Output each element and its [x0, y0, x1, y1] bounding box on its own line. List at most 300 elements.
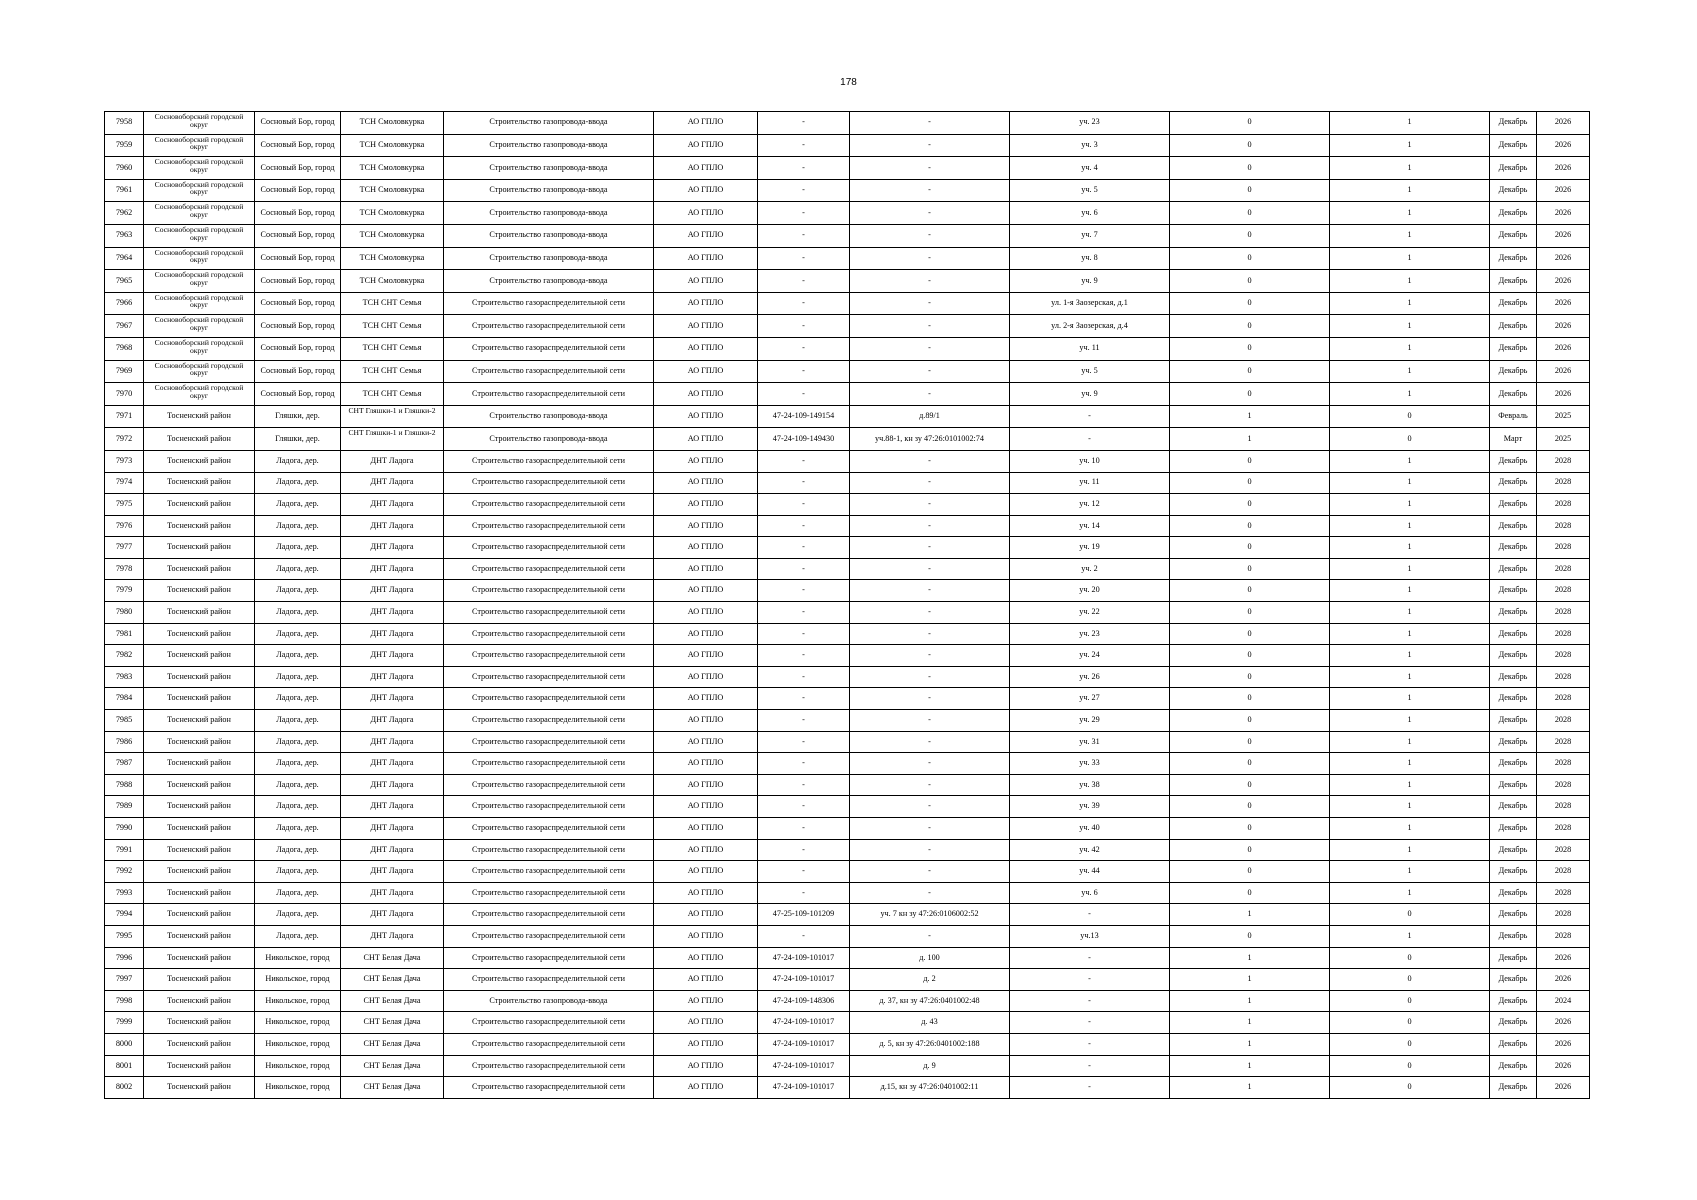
- month-cell: Декабрь: [1490, 882, 1537, 904]
- address-cell: уч. 12: [1010, 494, 1170, 516]
- table-row: [105, 405, 1590, 428]
- settlement-cell: Ладога, дер.: [255, 450, 341, 472]
- partnership-cell: ДНТ Ладога: [341, 774, 444, 796]
- month-cell: Декабрь: [1490, 112, 1537, 135]
- row-number-cell: 7976: [105, 515, 144, 537]
- settlement-cell: Ладога, дер.: [255, 623, 341, 645]
- plot-cadastral-cell: д. 100: [850, 947, 1010, 969]
- application-number-cell: -: [758, 688, 850, 710]
- count-b-cell: 1: [1330, 839, 1490, 861]
- table-row: [105, 450, 1590, 472]
- partnership-cell: ДНТ Ладога: [341, 623, 444, 645]
- count-a-cell: 0: [1170, 688, 1330, 710]
- operator-cell: АО ГПЛО: [654, 428, 758, 451]
- settlement-cell: Гляшки, дер.: [255, 405, 341, 428]
- settlement-cell: Ладога, дер.: [255, 645, 341, 667]
- plot-cadastral-cell: -: [850, 774, 1010, 796]
- row-number-cell: 7961: [105, 179, 144, 202]
- operator-cell: АО ГПЛО: [654, 112, 758, 135]
- month-cell: Декабрь: [1490, 450, 1537, 472]
- table-row: [105, 818, 1590, 840]
- address-cell: ул. 1-я Заозерская, д.1: [1010, 292, 1170, 315]
- month-cell: Декабрь: [1490, 1055, 1537, 1077]
- application-number-cell: -: [758, 270, 850, 293]
- year-cell: 2025: [1537, 405, 1590, 428]
- year-cell: 2026: [1537, 112, 1590, 135]
- address-cell: -: [1010, 969, 1170, 991]
- address-cell: уч. 6: [1010, 882, 1170, 904]
- partnership-cell: ДНТ Ладога: [341, 558, 444, 580]
- application-number-cell: -: [758, 710, 850, 732]
- settlement-cell: Сосновый Бор, город: [255, 247, 341, 270]
- plot-cadastral-cell: -: [850, 515, 1010, 537]
- year-cell: 2026: [1537, 157, 1590, 180]
- address-cell: -: [1010, 428, 1170, 451]
- application-number-cell: -: [758, 383, 850, 406]
- district-cell: Тосненский район: [144, 1055, 255, 1077]
- settlement-cell: Никольское, город: [255, 990, 341, 1012]
- table-row: [105, 753, 1590, 775]
- settlement-cell: Никольское, город: [255, 969, 341, 991]
- count-b-cell: 1: [1330, 247, 1490, 270]
- settlement-cell: Сосновый Бор, город: [255, 134, 341, 157]
- plot-cadastral-cell: -: [850, 882, 1010, 904]
- year-cell: 2026: [1537, 383, 1590, 406]
- count-a-cell: 0: [1170, 202, 1330, 225]
- work-type-cell: Строительство газопровода-ввода: [444, 428, 654, 451]
- settlement-cell: Сосновый Бор, город: [255, 383, 341, 406]
- address-cell: уч. 40: [1010, 818, 1170, 840]
- application-number-cell: 47-24-109-101017: [758, 1055, 850, 1077]
- partnership-cell: СНТ Белая Дача: [341, 969, 444, 991]
- month-cell: Декабрь: [1490, 969, 1537, 991]
- address-cell: -: [1010, 990, 1170, 1012]
- month-cell: Декабрь: [1490, 202, 1537, 225]
- settlement-cell: Ладога, дер.: [255, 904, 341, 926]
- year-cell: 2028: [1537, 731, 1590, 753]
- application-number-cell: 47-24-109-148306: [758, 990, 850, 1012]
- year-cell: 2028: [1537, 796, 1590, 818]
- year-cell: 2026: [1537, 337, 1590, 360]
- work-type-cell: Строительство газораспределительной сети: [444, 558, 654, 580]
- district-cell: Тосненский район: [144, 861, 255, 883]
- year-cell: 2026: [1537, 292, 1590, 315]
- count-b-cell: 1: [1330, 666, 1490, 688]
- plot-cadastral-cell: уч.88-1, кн зу 47:26:0101002:74: [850, 428, 1010, 451]
- address-cell: -: [1010, 1033, 1170, 1055]
- count-a-cell: 1: [1170, 1055, 1330, 1077]
- count-b-cell: 1: [1330, 796, 1490, 818]
- address-cell: уч. 27: [1010, 688, 1170, 710]
- count-a-cell: 1: [1170, 1012, 1330, 1034]
- plot-cadastral-cell: -: [850, 112, 1010, 135]
- count-b-cell: 1: [1330, 882, 1490, 904]
- plot-cadastral-cell: -: [850, 134, 1010, 157]
- table-row: [105, 861, 1590, 883]
- row-number-cell: 7983: [105, 666, 144, 688]
- month-cell: Декабрь: [1490, 292, 1537, 315]
- work-type-cell: Строительство газораспределительной сети: [444, 969, 654, 991]
- row-number-cell: 7986: [105, 731, 144, 753]
- row-number-cell: 7974: [105, 472, 144, 494]
- table-row: [105, 202, 1590, 225]
- year-cell: 2026: [1537, 947, 1590, 969]
- partnership-cell: СНТ Белая Дача: [341, 947, 444, 969]
- district-cell: Сосновоборский городской округ: [144, 270, 255, 293]
- row-number-cell: 7964: [105, 247, 144, 270]
- count-a-cell: 1: [1170, 947, 1330, 969]
- settlement-cell: Сосновый Бор, город: [255, 202, 341, 225]
- address-cell: уч. 33: [1010, 753, 1170, 775]
- count-b-cell: 1: [1330, 494, 1490, 516]
- count-b-cell: 1: [1330, 558, 1490, 580]
- settlement-cell: Сосновый Бор, город: [255, 292, 341, 315]
- table-row: [105, 666, 1590, 688]
- application-number-cell: -: [758, 731, 850, 753]
- settlement-cell: Ладога, дер.: [255, 494, 341, 516]
- row-number-cell: 7997: [105, 969, 144, 991]
- application-number-cell: 47-25-109-101209: [758, 904, 850, 926]
- count-a-cell: 0: [1170, 925, 1330, 947]
- year-cell: 2024: [1537, 990, 1590, 1012]
- application-number-cell: -: [758, 292, 850, 315]
- partnership-cell: СНТ Белая Дача: [341, 1077, 444, 1099]
- operator-cell: АО ГПЛО: [654, 1033, 758, 1055]
- year-cell: 2025: [1537, 428, 1590, 451]
- plot-cadastral-cell: д. 5, кн зу 47:26:0401002:188: [850, 1033, 1010, 1055]
- application-number-cell: -: [758, 515, 850, 537]
- district-cell: Тосненский район: [144, 839, 255, 861]
- year-cell: 2028: [1537, 450, 1590, 472]
- operator-cell: АО ГПЛО: [654, 383, 758, 406]
- month-cell: Декабрь: [1490, 537, 1537, 559]
- count-b-cell: 0: [1330, 904, 1490, 926]
- plot-cadastral-cell: -: [850, 861, 1010, 883]
- year-cell: 2028: [1537, 818, 1590, 840]
- operator-cell: АО ГПЛО: [654, 270, 758, 293]
- row-number-cell: 8001: [105, 1055, 144, 1077]
- year-cell: 2026: [1537, 969, 1590, 991]
- operator-cell: АО ГПЛО: [654, 179, 758, 202]
- month-cell: Декабрь: [1490, 472, 1537, 494]
- table-row: [105, 688, 1590, 710]
- district-cell: Тосненский район: [144, 882, 255, 904]
- year-cell: 2026: [1537, 360, 1590, 383]
- count-a-cell: 0: [1170, 179, 1330, 202]
- row-number-cell: 7960: [105, 157, 144, 180]
- row-number-cell: 7999: [105, 1012, 144, 1034]
- operator-cell: АО ГПЛО: [654, 337, 758, 360]
- plot-cadastral-cell: -: [850, 710, 1010, 732]
- address-cell: -: [1010, 1012, 1170, 1034]
- year-cell: 2028: [1537, 666, 1590, 688]
- table-row: [105, 969, 1590, 991]
- year-cell: 2026: [1537, 1077, 1590, 1099]
- month-cell: Декабрь: [1490, 1077, 1537, 1099]
- application-number-cell: -: [758, 537, 850, 559]
- count-a-cell: 0: [1170, 558, 1330, 580]
- district-cell: Тосненский район: [144, 558, 255, 580]
- settlement-cell: Никольское, город: [255, 1055, 341, 1077]
- application-number-cell: -: [758, 315, 850, 338]
- operator-cell: АО ГПЛО: [654, 969, 758, 991]
- table-row: [105, 247, 1590, 270]
- application-number-cell: 47-24-109-101017: [758, 1033, 850, 1055]
- plot-cadastral-cell: -: [850, 688, 1010, 710]
- operator-cell: АО ГПЛО: [654, 472, 758, 494]
- year-cell: 2028: [1537, 688, 1590, 710]
- count-a-cell: 0: [1170, 292, 1330, 315]
- table-row: [105, 134, 1590, 157]
- month-cell: Декабрь: [1490, 925, 1537, 947]
- plot-cadastral-cell: -: [850, 558, 1010, 580]
- plot-cadastral-cell: -: [850, 925, 1010, 947]
- application-number-cell: -: [758, 360, 850, 383]
- operator-cell: АО ГПЛО: [654, 839, 758, 861]
- application-number-cell: -: [758, 818, 850, 840]
- address-cell: уч. 44: [1010, 861, 1170, 883]
- count-a-cell: 1: [1170, 990, 1330, 1012]
- district-cell: Сосновоборский городской округ: [144, 112, 255, 135]
- partnership-cell: ТСН СНТ Семья: [341, 292, 444, 315]
- row-number-cell: 7981: [105, 623, 144, 645]
- settlement-cell: Сосновый Бор, город: [255, 270, 341, 293]
- operator-cell: АО ГПЛО: [654, 580, 758, 602]
- operator-cell: АО ГПЛО: [654, 623, 758, 645]
- row-number-cell: 7969: [105, 360, 144, 383]
- partnership-cell: ТСН Смоловкурка: [341, 202, 444, 225]
- application-number-cell: -: [758, 558, 850, 580]
- table-row: [105, 428, 1590, 451]
- plot-cadastral-cell: -: [850, 753, 1010, 775]
- settlement-cell: Сосновый Бор, город: [255, 157, 341, 180]
- settlement-cell: Никольское, город: [255, 1033, 341, 1055]
- address-cell: уч. 4: [1010, 157, 1170, 180]
- month-cell: Декабрь: [1490, 337, 1537, 360]
- operator-cell: АО ГПЛО: [654, 990, 758, 1012]
- count-a-cell: 0: [1170, 861, 1330, 883]
- operator-cell: АО ГПЛО: [654, 494, 758, 516]
- month-cell: Декабрь: [1490, 990, 1537, 1012]
- application-number-cell: 47-24-109-149154: [758, 405, 850, 428]
- partnership-cell: ТСН Смоловкурка: [341, 157, 444, 180]
- settlement-cell: Ладога, дер.: [255, 688, 341, 710]
- address-cell: -: [1010, 1077, 1170, 1099]
- count-a-cell: 0: [1170, 494, 1330, 516]
- month-cell: Декабрь: [1490, 247, 1537, 270]
- operator-cell: АО ГПЛО: [654, 292, 758, 315]
- table-row: [105, 383, 1590, 406]
- settlement-cell: Ладога, дер.: [255, 580, 341, 602]
- year-cell: 2026: [1537, 134, 1590, 157]
- year-cell: 2028: [1537, 515, 1590, 537]
- partnership-cell: ТСН СНТ Семья: [341, 315, 444, 338]
- partnership-cell: СНТ Гляшки-1 и Гляшки-2: [341, 405, 444, 428]
- table-row: [105, 558, 1590, 580]
- plot-cadastral-cell: д.15, кн зу 47:26:0401002:11: [850, 1077, 1010, 1099]
- district-cell: Тосненский район: [144, 947, 255, 969]
- operator-cell: АО ГПЛО: [654, 1012, 758, 1034]
- count-a-cell: 1: [1170, 1077, 1330, 1099]
- operator-cell: АО ГПЛО: [654, 405, 758, 428]
- month-cell: Декабрь: [1490, 1033, 1537, 1055]
- plot-cadastral-cell: -: [850, 383, 1010, 406]
- row-number-cell: 7962: [105, 202, 144, 225]
- table-row: [105, 839, 1590, 861]
- district-cell: Тосненский район: [144, 405, 255, 428]
- application-number-cell: -: [758, 882, 850, 904]
- partnership-cell: ДНТ Ладога: [341, 904, 444, 926]
- month-cell: Декабрь: [1490, 315, 1537, 338]
- plot-cadastral-cell: -: [850, 337, 1010, 360]
- operator-cell: АО ГПЛО: [654, 1077, 758, 1099]
- district-cell: Тосненский район: [144, 969, 255, 991]
- row-number-cell: 7972: [105, 428, 144, 451]
- district-cell: Тосненский район: [144, 450, 255, 472]
- plot-cadastral-cell: -: [850, 292, 1010, 315]
- row-number-cell: 7987: [105, 753, 144, 775]
- application-number-cell: -: [758, 753, 850, 775]
- year-cell: 2026: [1537, 179, 1590, 202]
- application-number-cell: -: [758, 666, 850, 688]
- operator-cell: АО ГПЛО: [654, 882, 758, 904]
- partnership-cell: ДНТ Ладога: [341, 925, 444, 947]
- operator-cell: АО ГПЛО: [654, 753, 758, 775]
- work-type-cell: Строительство газораспределительной сети: [444, 1033, 654, 1055]
- address-cell: -: [1010, 405, 1170, 428]
- address-cell: уч. 11: [1010, 337, 1170, 360]
- plot-cadastral-cell: -: [850, 623, 1010, 645]
- year-cell: 2028: [1537, 645, 1590, 667]
- district-cell: Сосновоборский городской округ: [144, 247, 255, 270]
- table-row: [105, 112, 1590, 135]
- month-cell: Декабрь: [1490, 157, 1537, 180]
- count-a-cell: 0: [1170, 157, 1330, 180]
- count-a-cell: 1: [1170, 1033, 1330, 1055]
- month-cell: Декабрь: [1490, 1012, 1537, 1034]
- month-cell: Декабрь: [1490, 753, 1537, 775]
- work-type-cell: Строительство газопровода-ввода: [444, 112, 654, 135]
- count-a-cell: 0: [1170, 623, 1330, 645]
- district-cell: Сосновоборский городской округ: [144, 202, 255, 225]
- application-number-cell: -: [758, 623, 850, 645]
- district-cell: Сосновоборский городской округ: [144, 224, 255, 247]
- table-row: [105, 602, 1590, 624]
- application-number-cell: 47-24-109-101017: [758, 1012, 850, 1034]
- operator-cell: АО ГПЛО: [654, 818, 758, 840]
- operator-cell: АО ГПЛО: [654, 666, 758, 688]
- work-type-cell: Строительство газораспределительной сети: [444, 315, 654, 338]
- settlement-cell: Ладога, дер.: [255, 753, 341, 775]
- district-cell: Сосновоборский городской округ: [144, 157, 255, 180]
- district-cell: Тосненский район: [144, 602, 255, 624]
- count-b-cell: 1: [1330, 861, 1490, 883]
- month-cell: Декабрь: [1490, 904, 1537, 926]
- district-cell: Сосновоборский городской округ: [144, 337, 255, 360]
- year-cell: 2028: [1537, 580, 1590, 602]
- row-number-cell: 7968: [105, 337, 144, 360]
- district-cell: Сосновоборский городской округ: [144, 383, 255, 406]
- row-number-cell: 7958: [105, 112, 144, 135]
- count-b-cell: 1: [1330, 515, 1490, 537]
- table-row: [105, 472, 1590, 494]
- district-cell: Тосненский район: [144, 494, 255, 516]
- settlement-cell: Ладога, дер.: [255, 710, 341, 732]
- address-cell: уч. 10: [1010, 450, 1170, 472]
- partnership-cell: ДНТ Ладога: [341, 731, 444, 753]
- count-a-cell: 0: [1170, 796, 1330, 818]
- address-cell: уч. 24: [1010, 645, 1170, 667]
- count-a-cell: 0: [1170, 383, 1330, 406]
- settlement-cell: Ладога, дер.: [255, 666, 341, 688]
- table-row: [105, 882, 1590, 904]
- work-type-cell: Строительство газопровода-ввода: [444, 247, 654, 270]
- work-type-cell: Строительство газораспределительной сети: [444, 753, 654, 775]
- count-b-cell: 0: [1330, 1055, 1490, 1077]
- address-cell: уч. 38: [1010, 774, 1170, 796]
- month-cell: Декабрь: [1490, 947, 1537, 969]
- count-b-cell: 1: [1330, 157, 1490, 180]
- month-cell: Декабрь: [1490, 839, 1537, 861]
- count-b-cell: 1: [1330, 537, 1490, 559]
- operator-cell: АО ГПЛО: [654, 688, 758, 710]
- count-a-cell: 0: [1170, 818, 1330, 840]
- count-a-cell: 1: [1170, 428, 1330, 451]
- operator-cell: АО ГПЛО: [654, 134, 758, 157]
- count-b-cell: 1: [1330, 774, 1490, 796]
- count-b-cell: 0: [1330, 405, 1490, 428]
- count-a-cell: 0: [1170, 337, 1330, 360]
- count-a-cell: 1: [1170, 904, 1330, 926]
- count-b-cell: 1: [1330, 450, 1490, 472]
- count-a-cell: 0: [1170, 224, 1330, 247]
- year-cell: 2026: [1537, 270, 1590, 293]
- table-row: [105, 645, 1590, 667]
- address-cell: ул. 2-я Заозерская, д.4: [1010, 315, 1170, 338]
- partnership-cell: ТСН Смоловкурка: [341, 112, 444, 135]
- work-type-cell: Строительство газораспределительной сети: [444, 580, 654, 602]
- address-cell: уч. 11: [1010, 472, 1170, 494]
- month-cell: Декабрь: [1490, 861, 1537, 883]
- partnership-cell: ДНТ Ладога: [341, 602, 444, 624]
- table-row: [105, 360, 1590, 383]
- plot-cadastral-cell: -: [850, 315, 1010, 338]
- work-type-cell: Строительство газораспределительной сети: [444, 774, 654, 796]
- row-number-cell: 7982: [105, 645, 144, 667]
- address-cell: уч. 5: [1010, 179, 1170, 202]
- partnership-cell: СНТ Белая Дача: [341, 1012, 444, 1034]
- row-number-cell: 7988: [105, 774, 144, 796]
- row-number-cell: 7970: [105, 383, 144, 406]
- table-row: [105, 315, 1590, 338]
- plot-cadastral-cell: -: [850, 796, 1010, 818]
- row-number-cell: 7996: [105, 947, 144, 969]
- year-cell: 2026: [1537, 1055, 1590, 1077]
- district-cell: Тосненский район: [144, 990, 255, 1012]
- plot-cadastral-cell: -: [850, 224, 1010, 247]
- year-cell: 2028: [1537, 774, 1590, 796]
- table-row: [105, 774, 1590, 796]
- settlement-cell: Ладога, дер.: [255, 882, 341, 904]
- operator-cell: АО ГПЛО: [654, 645, 758, 667]
- work-type-cell: Строительство газопровода-ввода: [444, 270, 654, 293]
- row-number-cell: 7975: [105, 494, 144, 516]
- row-number-cell: 7966: [105, 292, 144, 315]
- operator-cell: АО ГПЛО: [654, 157, 758, 180]
- year-cell: 2028: [1537, 861, 1590, 883]
- month-cell: Декабрь: [1490, 270, 1537, 293]
- settlement-cell: Ладога, дер.: [255, 796, 341, 818]
